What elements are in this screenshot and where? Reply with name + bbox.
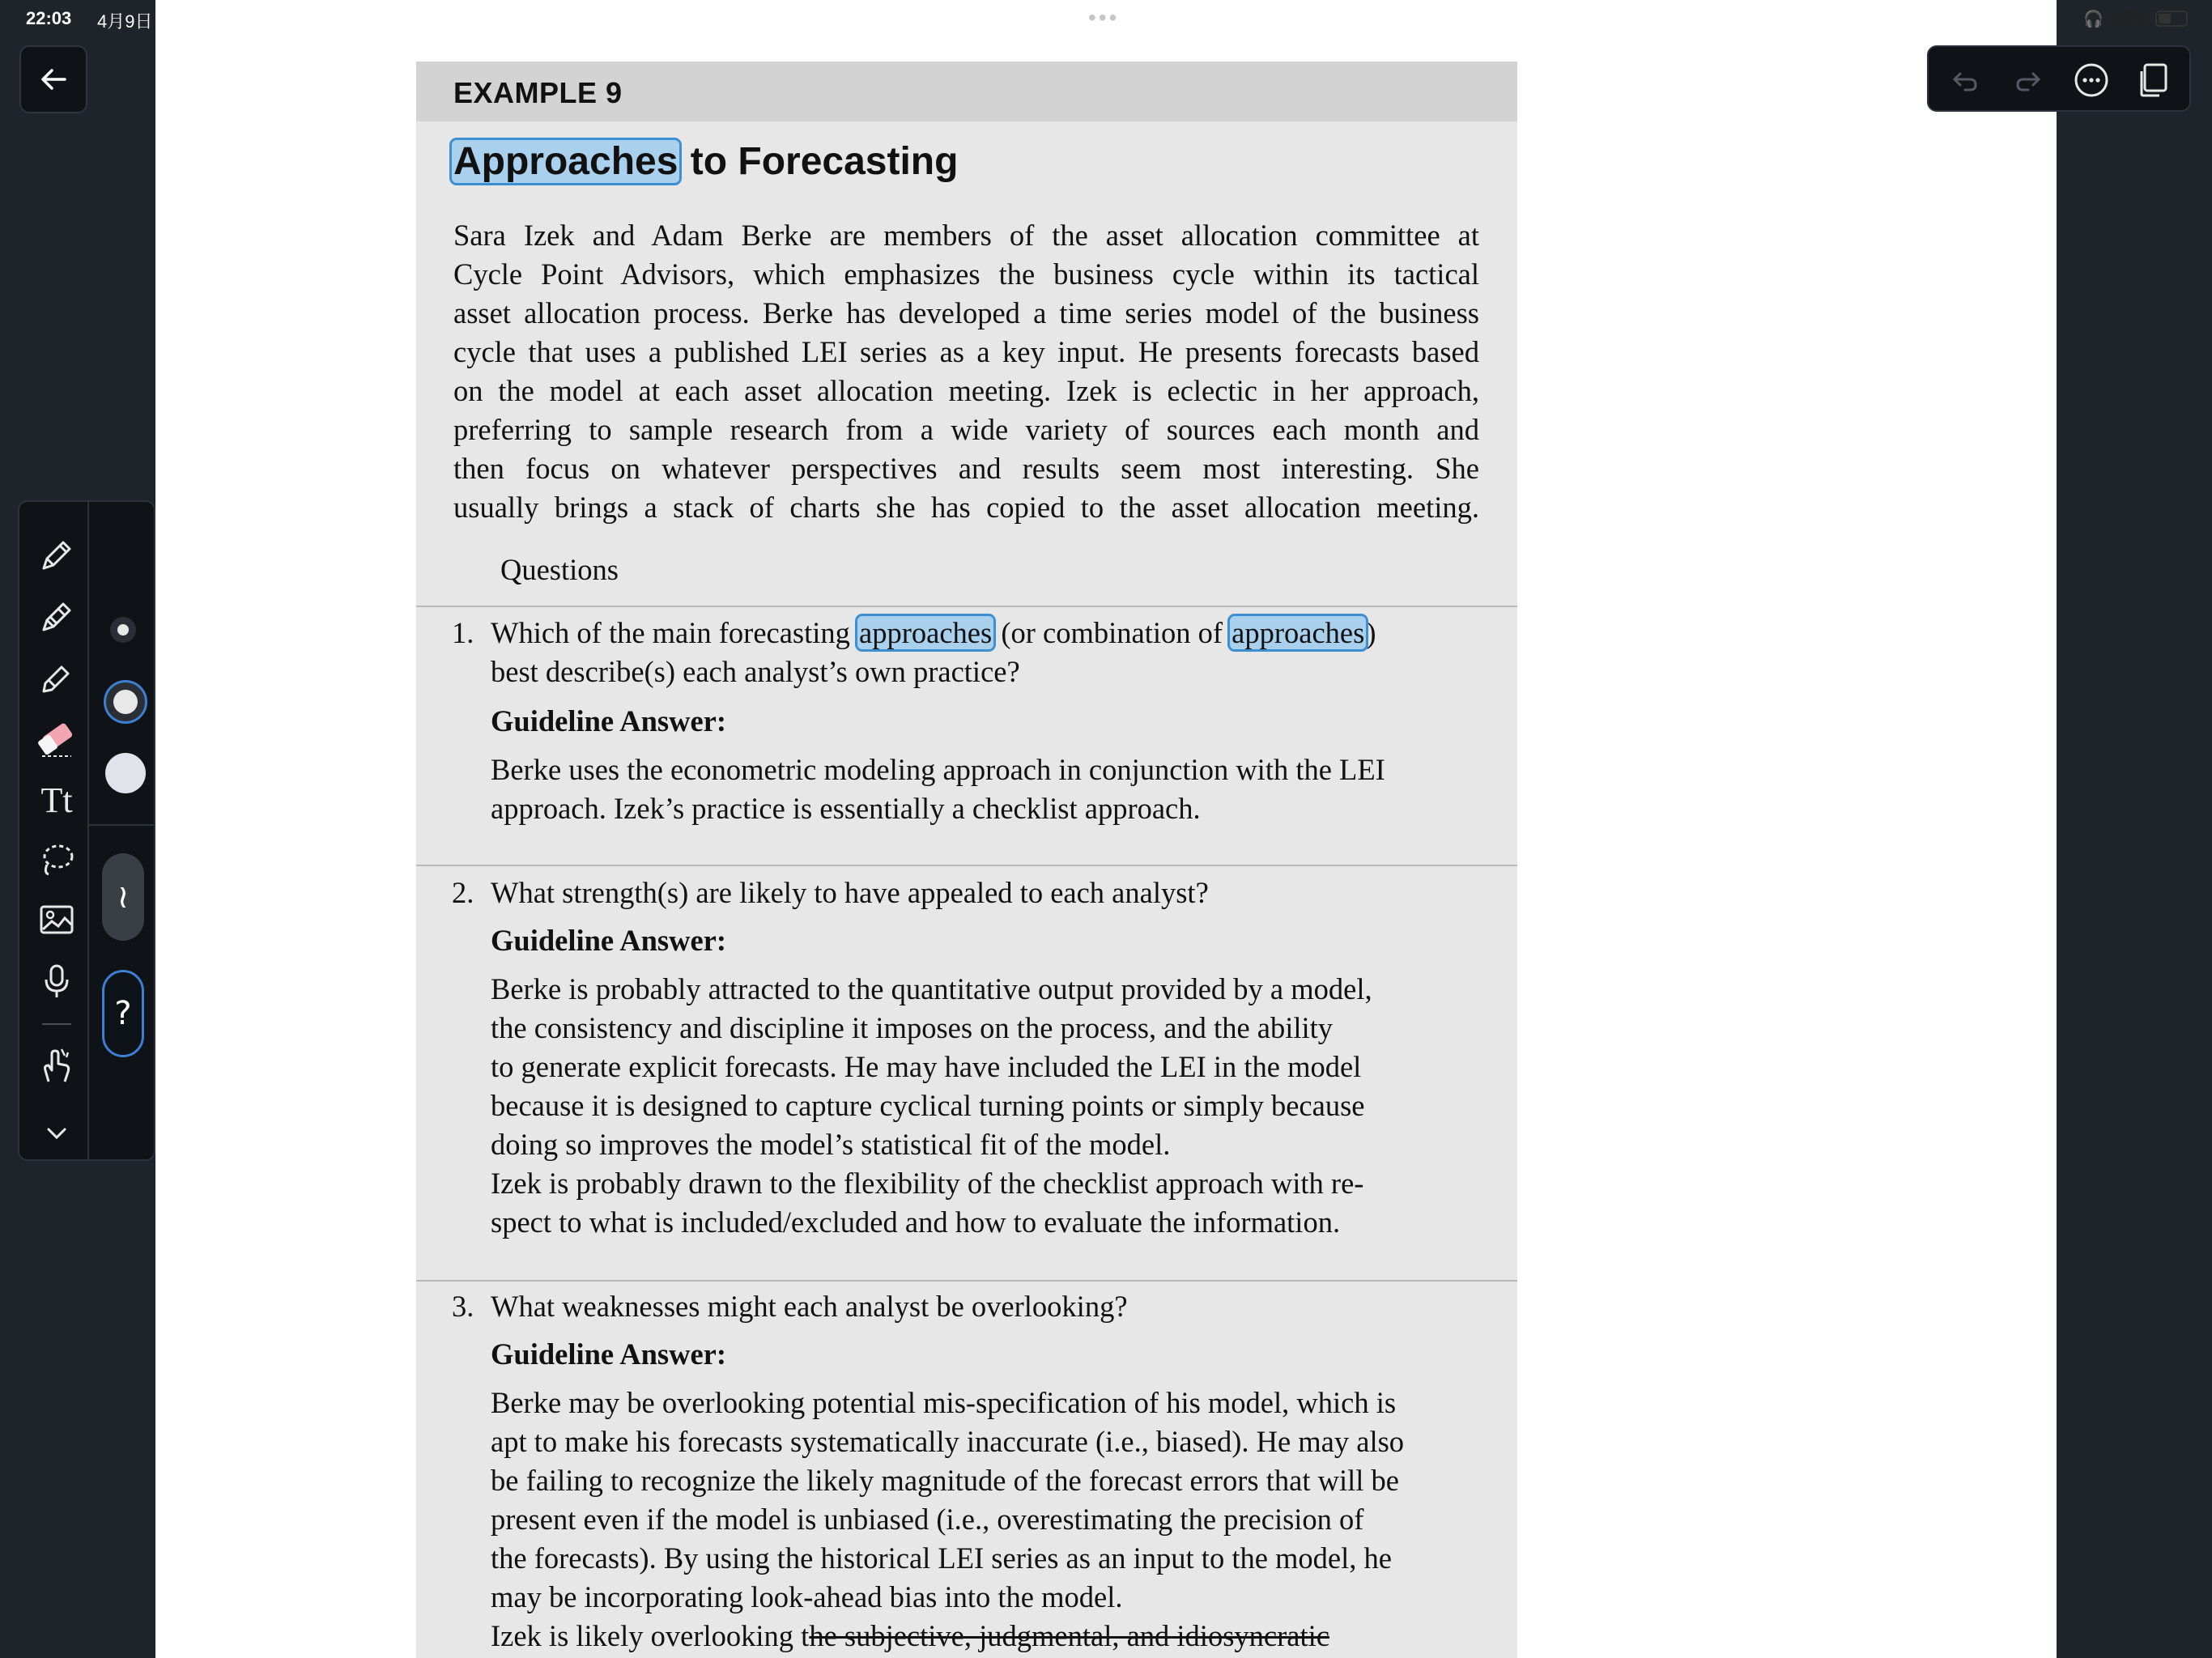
text-line: Cycle Point Advisors, which emphasizes the business cycle within its tactical: [453, 257, 1479, 291]
answer-paragraph: [491, 970, 1372, 1242]
example-label: EXAMPLE 9: [453, 76, 623, 109]
pencil-icon[interactable]: [34, 594, 79, 640]
text-line: then focus on whatever perspectives and results seem most interesting. She: [453, 452, 1479, 485]
question-text-part: ): [1366, 616, 1376, 649]
pages-icon: [2135, 62, 2171, 99]
question-text: What strength(s) are likely to have appealed to each analyst?: [491, 876, 1209, 909]
guideline-answer-label: Guideline Answer:: [491, 924, 727, 957]
pen-icon[interactable]: [34, 533, 79, 578]
example-header: [416, 62, 1517, 121]
text-line: the forecasts). By using the historical LEI series as an input to the model, he: [491, 1541, 1392, 1575]
search-highlight[interactable]: approaches: [1231, 616, 1365, 649]
arrow-left-icon: [37, 63, 70, 96]
size-small-option[interactable]: [110, 617, 136, 643]
more-button[interactable]: [2071, 60, 2112, 100]
text-line: Berke may be overlooking potential mis-specification of his model, which is: [491, 1386, 1397, 1419]
text-line: Izek is probably drawn to the flexibility of the checklist approach with re-: [491, 1167, 1364, 1200]
document-page[interactable]: [416, 62, 1517, 1658]
multitask-handle-icon[interactable]: •••: [1088, 5, 1120, 30]
guideline-answer-label: Guideline Answer:: [491, 1337, 727, 1371]
text-line: cycle that uses a published LEI series as a key input. He presents forecasts based: [453, 335, 1479, 368]
redo-icon: [2012, 64, 2044, 96]
search-highlight[interactable]: Approaches: [453, 140, 678, 183]
hand-draw-icon[interactable]: [34, 1043, 79, 1088]
text-line: the consistency and discipline it imposes on the process, and the ability: [491, 1011, 1334, 1044]
ellipsis-icon: [2073, 62, 2110, 99]
text-line: asset allocation process. Berke has developed a time series model of the business: [453, 296, 1479, 329]
text-line: because it is designed to capture cyclical turning points or simply because: [491, 1089, 1365, 1122]
question-text: [491, 614, 1376, 691]
back-button[interactable]: [19, 45, 87, 113]
text-icon[interactable]: Tt: [40, 780, 73, 820]
text-line: to generate explicit forecasts. He may have included the LEI in the model: [491, 1050, 1362, 1083]
divider: [416, 865, 1517, 866]
question-text-part: (or combination of: [993, 616, 1231, 649]
text-line: spect to what is included/excluded and how to evaluate the information.: [491, 1205, 1341, 1239]
text-line: Sara Izek and Adam Berke are members of the asset allocation committee at: [453, 219, 1479, 252]
text-line: present even if the model is unbiased (i.e., overestimating the precision of: [491, 1503, 1364, 1536]
status-time: 22:03: [26, 8, 72, 28]
text-line: preferring to sample research from a wide variety of sources each month and: [453, 413, 1479, 446]
answer-text: Izek is likely overlooking t: [491, 1619, 810, 1652]
size-medium-option[interactable]: [104, 680, 147, 724]
search-highlight[interactable]: approaches: [859, 616, 993, 649]
intro-paragraph: [453, 216, 1479, 527]
stroke-style-toggle[interactable]: ≀: [102, 853, 144, 941]
microphone-icon[interactable]: [34, 959, 79, 1004]
text-line: doing so improves the model’s statistical fit of the model.: [491, 1128, 1171, 1161]
text-line: may be incorporating look-ahead bias into the model.: [491, 1580, 1123, 1613]
undo-icon: [1949, 64, 1981, 96]
text-line: on the model at each asset allocation meeting. Izek is eclectic in her approach,: [453, 374, 1479, 407]
status-date: 4月9日: [97, 11, 153, 32]
divider: [416, 606, 1517, 607]
text-line: Berke uses the econometric modeling approach in conjunction with the LEI: [491, 753, 1385, 786]
answer-paragraph: [491, 1384, 1404, 1617]
help-toggle[interactable]: ?: [102, 970, 144, 1057]
headphones-icon: 🎧: [2083, 9, 2104, 28]
question-number: 1.: [452, 616, 474, 649]
text-line: approach. Izek’s practice is essentially a checklist approach.: [491, 792, 1201, 825]
size-large-option[interactable]: [105, 753, 146, 793]
undo-button[interactable]: [1945, 60, 1985, 100]
text-line: apt to make his forecasts systematically inaccurate (i.e., biased). He may also: [491, 1425, 1405, 1458]
pages-button[interactable]: [2133, 60, 2173, 100]
image-icon[interactable]: [34, 897, 79, 942]
strikethrough-annotation[interactable]: he subjective, judgmental, and idiosyncratic: [809, 1619, 1329, 1652]
questions-label: Questions: [500, 553, 619, 586]
answer-paragraph: [491, 750, 1385, 828]
battery-percent: 45%: [2111, 8, 2147, 28]
divider: [416, 1280, 1517, 1282]
top-toolbar: [1927, 45, 2191, 112]
chevron-down-icon[interactable]: [34, 1111, 79, 1156]
lasso-icon[interactable]: [34, 837, 79, 882]
text-line: usually brings a stack of charts she has copied to the asset allocation meeting.: [453, 491, 1479, 524]
question-text: What weaknesses might each analyst be overlooking?: [491, 1290, 1128, 1323]
eraser-icon[interactable]: [34, 716, 79, 761]
text-line: Berke is probably attracted to the quantitative output provided by a model,: [491, 972, 1372, 1005]
title-text: to Forecasting: [679, 140, 959, 183]
highlighter-icon[interactable]: [34, 656, 79, 701]
question-number: 3.: [452, 1290, 474, 1323]
tool-palette: [18, 500, 155, 1161]
status-bar: [0, 0, 2212, 39]
question-text-part: Which of the main forecasting: [491, 616, 858, 649]
redo-button[interactable]: [2008, 60, 2048, 100]
page-title: [452, 139, 958, 184]
question-number: 2.: [452, 876, 474, 909]
question-text-part: best describe(s) each analyst’s own practice?: [491, 655, 1020, 688]
guideline-answer-label: Guideline Answer:: [491, 704, 727, 738]
answer-last-line: [491, 1617, 1329, 1656]
text-line: be failing to recognize the likely magnitude of the forecast errors that will be: [491, 1464, 1399, 1497]
